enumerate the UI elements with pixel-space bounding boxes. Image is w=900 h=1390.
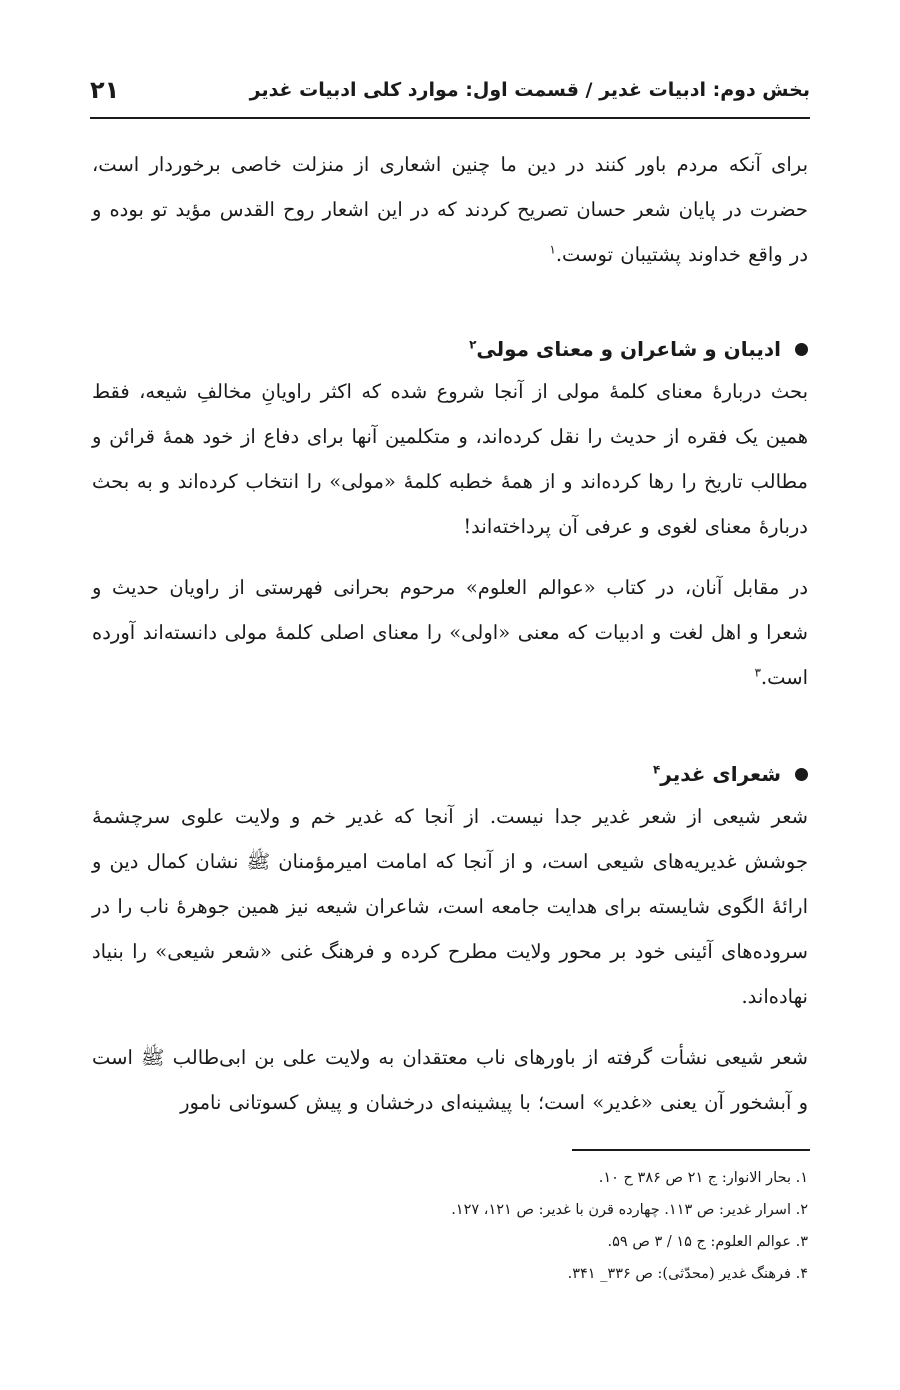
- poets-paragraph-2: شعر شیعی نشأت گرفته از باورهای ناب معتقدان به ولایت علی بن ابی‌طالب ﷺ است و آبشخور آن یعنی «غدیر» است؛ با پیشینه‌ای درخشان و پیش کسوتانی نامور: [92, 1046, 808, 1114]
- bullet-icon: [795, 768, 808, 781]
- section-heading-poets-text: شعرای غدیر: [660, 762, 781, 786]
- page-body: [92, 142, 808, 1125]
- section-heading-mawla: [92, 327, 808, 371]
- footnote-divider: [572, 1149, 810, 1151]
- poets-paragraph-1: شعر شیعی از شعر غدیر جدا نیست. از آنجا که غدیر خم و ولایت علوی سرچشمهٔ جوشش غدیریه‌های شیعی است، و از آنجا که امامت امیرمؤمنان ﷺ نشان کمال دین و ارائهٔ الگوی شایسته برای هدایت جامعه است، شاعران شیعه نیز همین جوهرهٔ ناب را در سروده‌های آئینی خود بر محور ولایت مطرح کرده و فرهنگ غنی «شعر شیعی» را بنیاد نهاده‌اند.: [92, 805, 808, 1008]
- mawla-paragraph-2: در مقابل آنان، در کتاب «عوالم العلوم» مرحوم بحرانی فهرستی از راویان حدیث و شعرا و اهل لغت و ادبیات که معنی «اولی» را معنای اصلی کلمهٔ مولی دانسته‌اند آورده است.$^۳$: [92, 576, 808, 689]
- header-divider: [90, 117, 810, 119]
- bullet-icon: [795, 343, 808, 356]
- footnote-4: ۴. فرهنگ غدیر (محدّثی): ص ۳۳۶_ ۳۴۱.: [567, 1266, 808, 1282]
- section-heading-poets: [92, 752, 808, 796]
- footnotes: [92, 1162, 808, 1290]
- footnote-2: ۲. اسرار غدیر: ص ۱۱۳. چهارده قرن با غدیر: ص ۱۲۱، ۱۲۷.: [451, 1202, 808, 1218]
- footnote-ref-3: ۳: [754, 665, 761, 680]
- intro-paragraph: برای آنکه مردم باور کنند در دین ما چنین اشعاری از منزلت خاصی برخوردار است، حضرت در پایان شعر حسان تصریح کردند که در این اشعار روح القدس مؤید تو بوده و در واقع خداوند پشتیبان توست.$^۱$: [92, 153, 808, 266]
- footnote-ref-1: ۱: [549, 242, 556, 257]
- running-header-title: بخش دوم: ادبیات غدیر / قسمت اول: موارد کلی ادبیات غدیر: [249, 79, 810, 101]
- page-header: [90, 70, 810, 110]
- footnote-ref-4: ۴: [652, 762, 661, 777]
- footnote-3: ۳. عوالم العلوم: ج ۱۵ / ۳ ص ۵۹.: [607, 1234, 808, 1250]
- page-number: ۲۱: [90, 76, 120, 104]
- footnote-ref-2: ۲: [469, 337, 477, 352]
- footnote-1: ۱. بحار الانوار: ج ۲۱ ص ۳۸۶ ح ۱۰.: [598, 1170, 808, 1186]
- section-heading-mawla-text: ادیبان و شاعران و معنای مولی: [476, 337, 781, 361]
- mawla-paragraph-1: بحث دربارهٔ معنای کلمهٔ مولی از آنجا شروع شده که اکثر راویانِ مخالفِ شیعه، فقط همین یک فقره از حدیث را نقل کرده‌اند، و متکلمین آنها برای دفاع از خود همهٔ قرائن و مطالب تاریخ را رها کرده‌اند و از همهٔ خطبه کلمهٔ «مولی» را انتخاب کرده‌اند و به بحث دربارهٔ معنای لغوی و عرفی آن پرداخته‌اند!: [92, 380, 808, 538]
